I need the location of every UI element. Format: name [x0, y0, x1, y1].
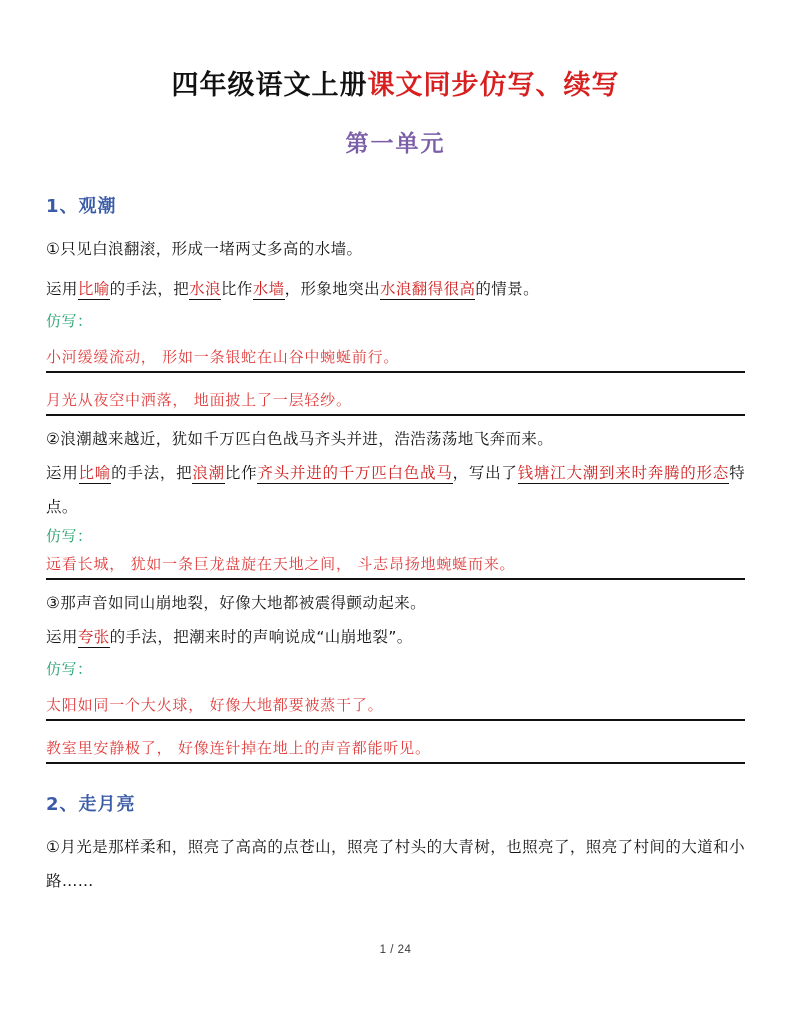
analysis-part: 的情景。	[475, 280, 539, 299]
analysis-part: 运用	[46, 628, 78, 647]
title-red-part: 课文同步仿写、续写	[367, 70, 620, 101]
analysis-part: ，形象地突出	[284, 280, 380, 299]
keyword: 钱塘江大潮到来时奔腾的形态	[517, 464, 730, 483]
answer-text: 月光从夜空中洒落， 地面披上了一层轻纱。	[46, 391, 352, 410]
quote-text: 月光是那样柔和，照亮了高高的点苍山，照亮了村头的大青树，也照亮了，照亮了村间的大道和小路……	[46, 838, 746, 891]
keyword: 夸张	[77, 628, 110, 647]
keyword: 水浪	[189, 280, 221, 299]
answer-row[interactable]	[46, 336, 745, 373]
item-marker: ①	[46, 240, 61, 259]
answer-text: 太阳如同一个大火球， 好像大地都要被蒸干了。	[46, 696, 384, 715]
keyword: 水墙	[252, 280, 285, 299]
fangxie-label: 仿写：	[46, 527, 93, 546]
section-heading-2: 2、走月亮	[46, 794, 136, 816]
page-subtitle: 第一单元	[345, 131, 446, 158]
answer-text: 远看长城， 犹如一条巨龙盘旋在天地之间， 斗志昂扬地蜿蜒而来。	[46, 555, 516, 574]
analysis-part: 的手法，把	[109, 280, 190, 299]
analysis-part: 比作	[224, 464, 258, 483]
title-black-part: 四年级语文上册	[171, 70, 368, 101]
analysis-line	[46, 456, 745, 524]
quote-line	[46, 422, 745, 456]
answer-row[interactable]	[46, 684, 745, 721]
keyword: 水浪翻得很高	[379, 280, 476, 299]
analysis-part: 运用	[46, 464, 79, 483]
analysis-part: 比作	[220, 280, 253, 299]
item-marker: ①	[46, 838, 61, 857]
answer-text: 小河缓缓流动， 形如一条银蛇在山谷中蜿蜒前行。	[46, 348, 400, 367]
quote-text: 那声音如同山崩地裂，好像大地都被震得颤动起来。	[60, 594, 426, 613]
keyword: 比喻	[78, 464, 112, 483]
answer-row[interactable]	[46, 379, 745, 416]
page-title	[46, 0, 745, 103]
quote-text: 只见白浪翻滚，形成一堵两丈多高的水墙。	[60, 240, 363, 259]
quote-line	[46, 232, 745, 266]
item-marker: ③	[46, 594, 61, 613]
analysis-part: ，写出了	[452, 464, 518, 483]
item-marker: ②	[46, 430, 61, 449]
analysis-part: 运用	[46, 280, 78, 299]
quote-line	[46, 586, 745, 620]
fangxie-label: 仿写：	[46, 312, 93, 331]
answer-text: 教室里安静极了， 好像连针掉在地上的声音都能听见。	[46, 739, 431, 758]
analysis-part: 的手法，把	[111, 464, 193, 483]
fangxie-label: 仿写：	[46, 660, 93, 679]
keyword: 浪潮	[192, 464, 225, 483]
quote-text: 浪潮越来越近，犹如千万匹白色战马齐头并进，浩浩荡荡地飞奔而来。	[60, 430, 554, 449]
quote-line	[46, 830, 745, 898]
answer-row[interactable]	[46, 727, 745, 764]
keyword: 齐头并进的千万匹白色战马	[257, 464, 453, 483]
section-heading-1: 1、观潮	[46, 196, 117, 218]
page-footer	[0, 944, 791, 956]
analysis-line	[46, 620, 745, 654]
keyword: 比喻	[77, 280, 110, 299]
analysis-part: 的手法，把潮来时的声响说成“山崩地裂”。	[109, 628, 413, 647]
analysis-line	[46, 272, 745, 306]
analysis-part: 特点。	[46, 464, 745, 517]
page-number: 1 / 24	[379, 944, 412, 956]
answer-row[interactable]	[46, 548, 745, 580]
